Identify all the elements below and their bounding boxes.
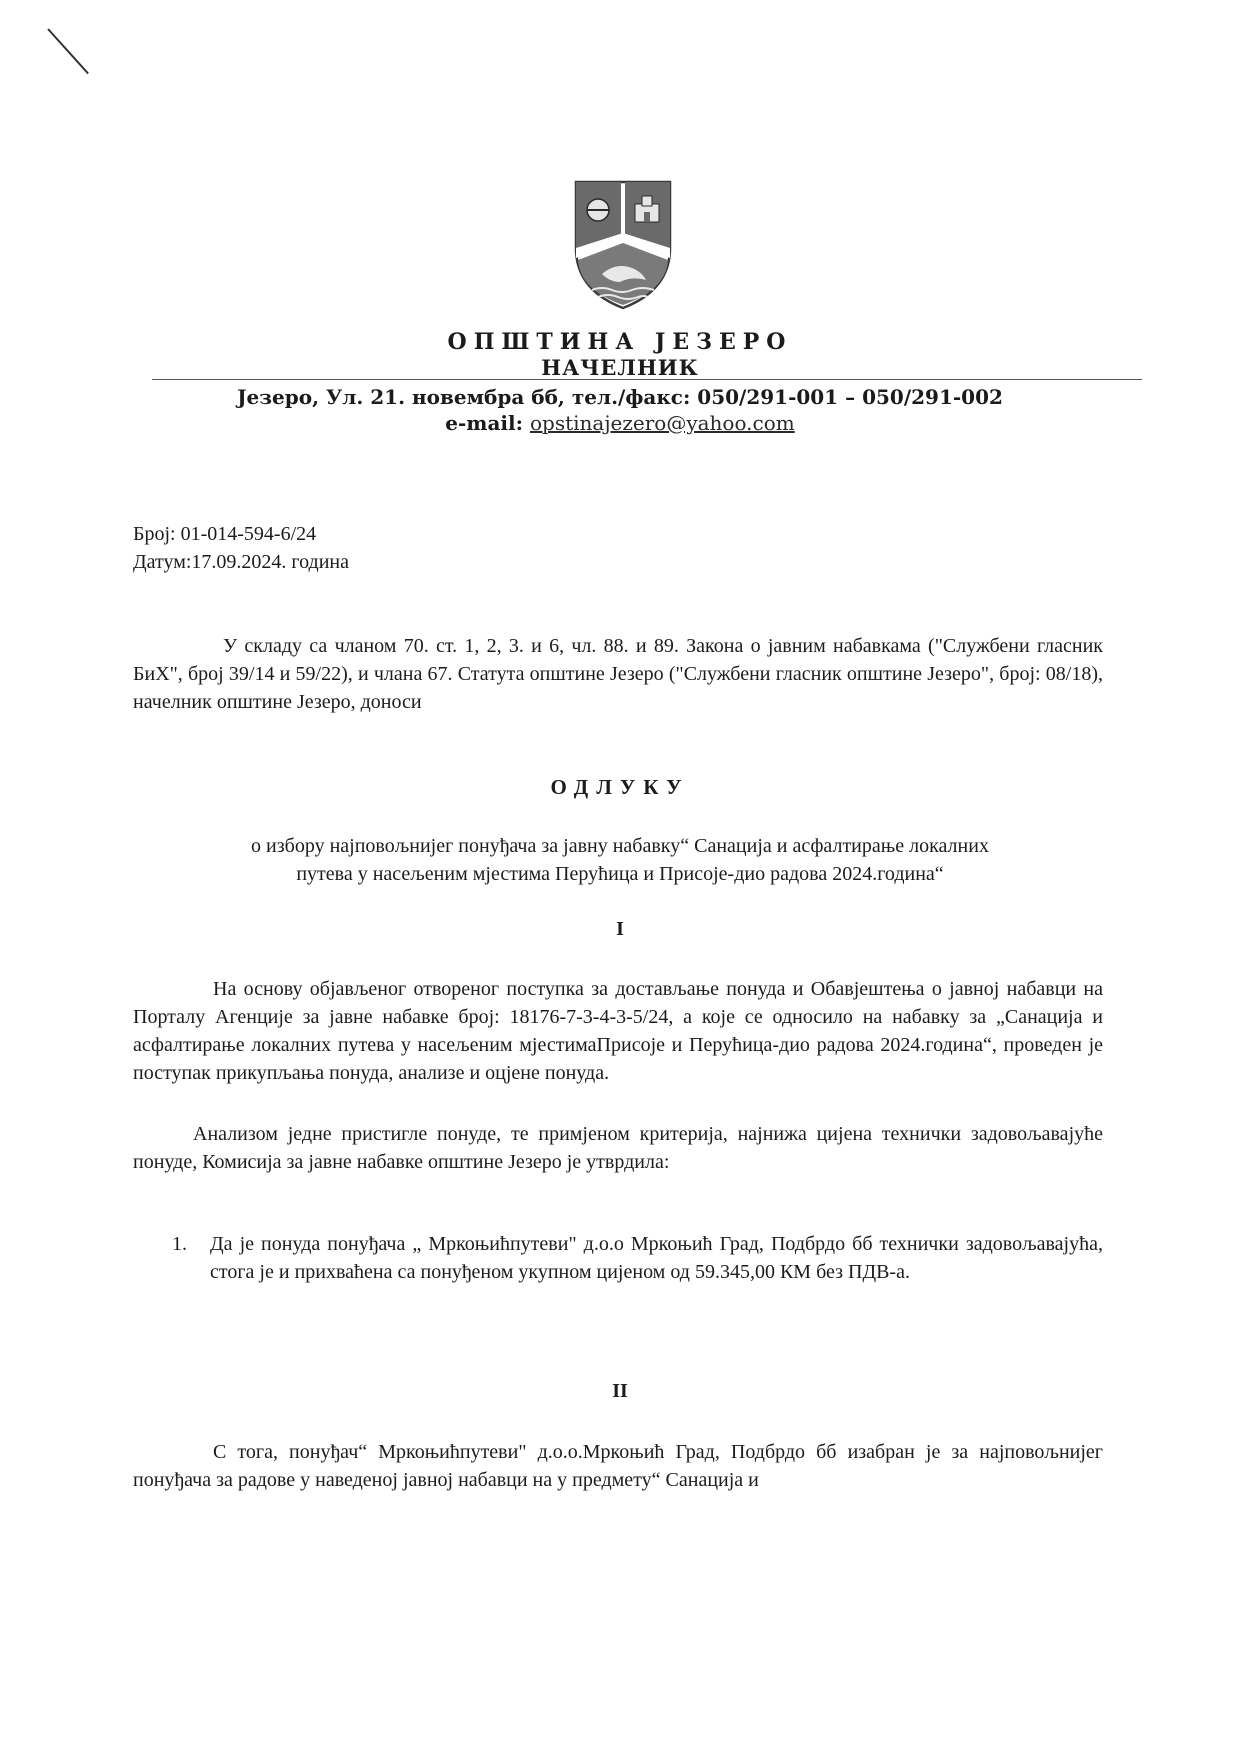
section-1-number: I <box>616 918 624 940</box>
numbered-list <box>172 1230 1103 1286</box>
section-1-paragraph-1 <box>133 975 1103 1087</box>
municipality-coat-of-arms <box>572 178 674 312</box>
email-label: e-mail: <box>445 411 523 435</box>
email-link[interactable]: opstinajezero@yahoo.com <box>529 411 795 435</box>
office-title: НАЧЕЛНИК <box>541 355 699 380</box>
letterhead-divider <box>152 379 1142 380</box>
list-item-number: 1. <box>172 1233 187 1255</box>
list-item-text: Да је понуда понуђача „ Мркоњићпутеви" д.о.о Мркоњић Град, Подбрдо бб технички задовољавајућа, стога је и прихваћена са понуђеном укупном цијеном од 59.345,00 КМ без ПДВ-а. <box>210 1233 1103 1283</box>
document-date: Датум:17.09.2024. година <box>133 551 350 573</box>
intro-text: У складу са чланом 70. ст. 1, 2, 3. и 6, чл. 88. и 89. Закона о јавним набавкама ("Службени гласник БиХ", број 39/14 и 59/22), и члана 67. Статута општине Језеро ("Службени гласник општине Језеро", број: 08/18), начелник општине Језеро, доноси <box>133 635 1103 713</box>
letterhead <box>0 328 1240 380</box>
email-line <box>0 410 1240 436</box>
address-line: Језеро, Ул. 21. новембра бб, тел./факс: 050/291-001 – 050/291-002 <box>237 385 1003 409</box>
municipality-name: ОПШТИНА ЈЕЗЕРО <box>447 329 793 355</box>
document-number: Број: 01-014-594-6/24 <box>133 523 317 545</box>
section-2-paragraph <box>133 1438 1103 1494</box>
intro-paragraph <box>133 632 1103 716</box>
section-1-paragraph-2 <box>133 1120 1103 1176</box>
decision-subtitle-line1: о избору најповољнијег понуђача за јавну набавку“ Санација и асфалтирање локалних <box>251 835 989 857</box>
contact-info <box>0 384 1240 436</box>
document-meta <box>133 520 349 576</box>
decision-title: ОДЛУКУ <box>550 775 690 799</box>
section-2-paragraph-text: С тога, понуђач“ Мркоњићпутеви" д.о.о.Мркоњић Град, Подбрдо бб изабран је за најповољнијег понуђача за радове у наведеној јавној набавци на у предмету“ Санација и <box>133 1441 1103 1491</box>
section-2-number: II <box>612 1380 628 1402</box>
section-1-paragraph-2-text: Анализом једне пристигле понуде, те примјеном критерија, најнижа цијена технички задовољавајуће понуде, Комисија за јавне набавке општине Језеро је утврдила: <box>133 1123 1103 1173</box>
section-1-paragraph-1-text: На основу објављеног отвореног поступка за достављање понуда и Обавјештења о јавној набавци на Порталу Агенције за јавне набавке број: 18176-7-3-4-3-5/24, а које се односило на набавку за „Санација и асфалтирање локалних путева у насељеним мјестимаПрисоје и Перућица-дио радова 2024.година“, проведен је поступак прикупљања понуда, анализе и оцјене понуда. <box>133 978 1103 1084</box>
decision-subtitle <box>0 832 1240 888</box>
decision-subtitle-line2: путева у насељеним мјестима Перућица и Присоје-дио радова 2024.година“ <box>296 863 944 885</box>
scan-mark <box>47 28 89 74</box>
